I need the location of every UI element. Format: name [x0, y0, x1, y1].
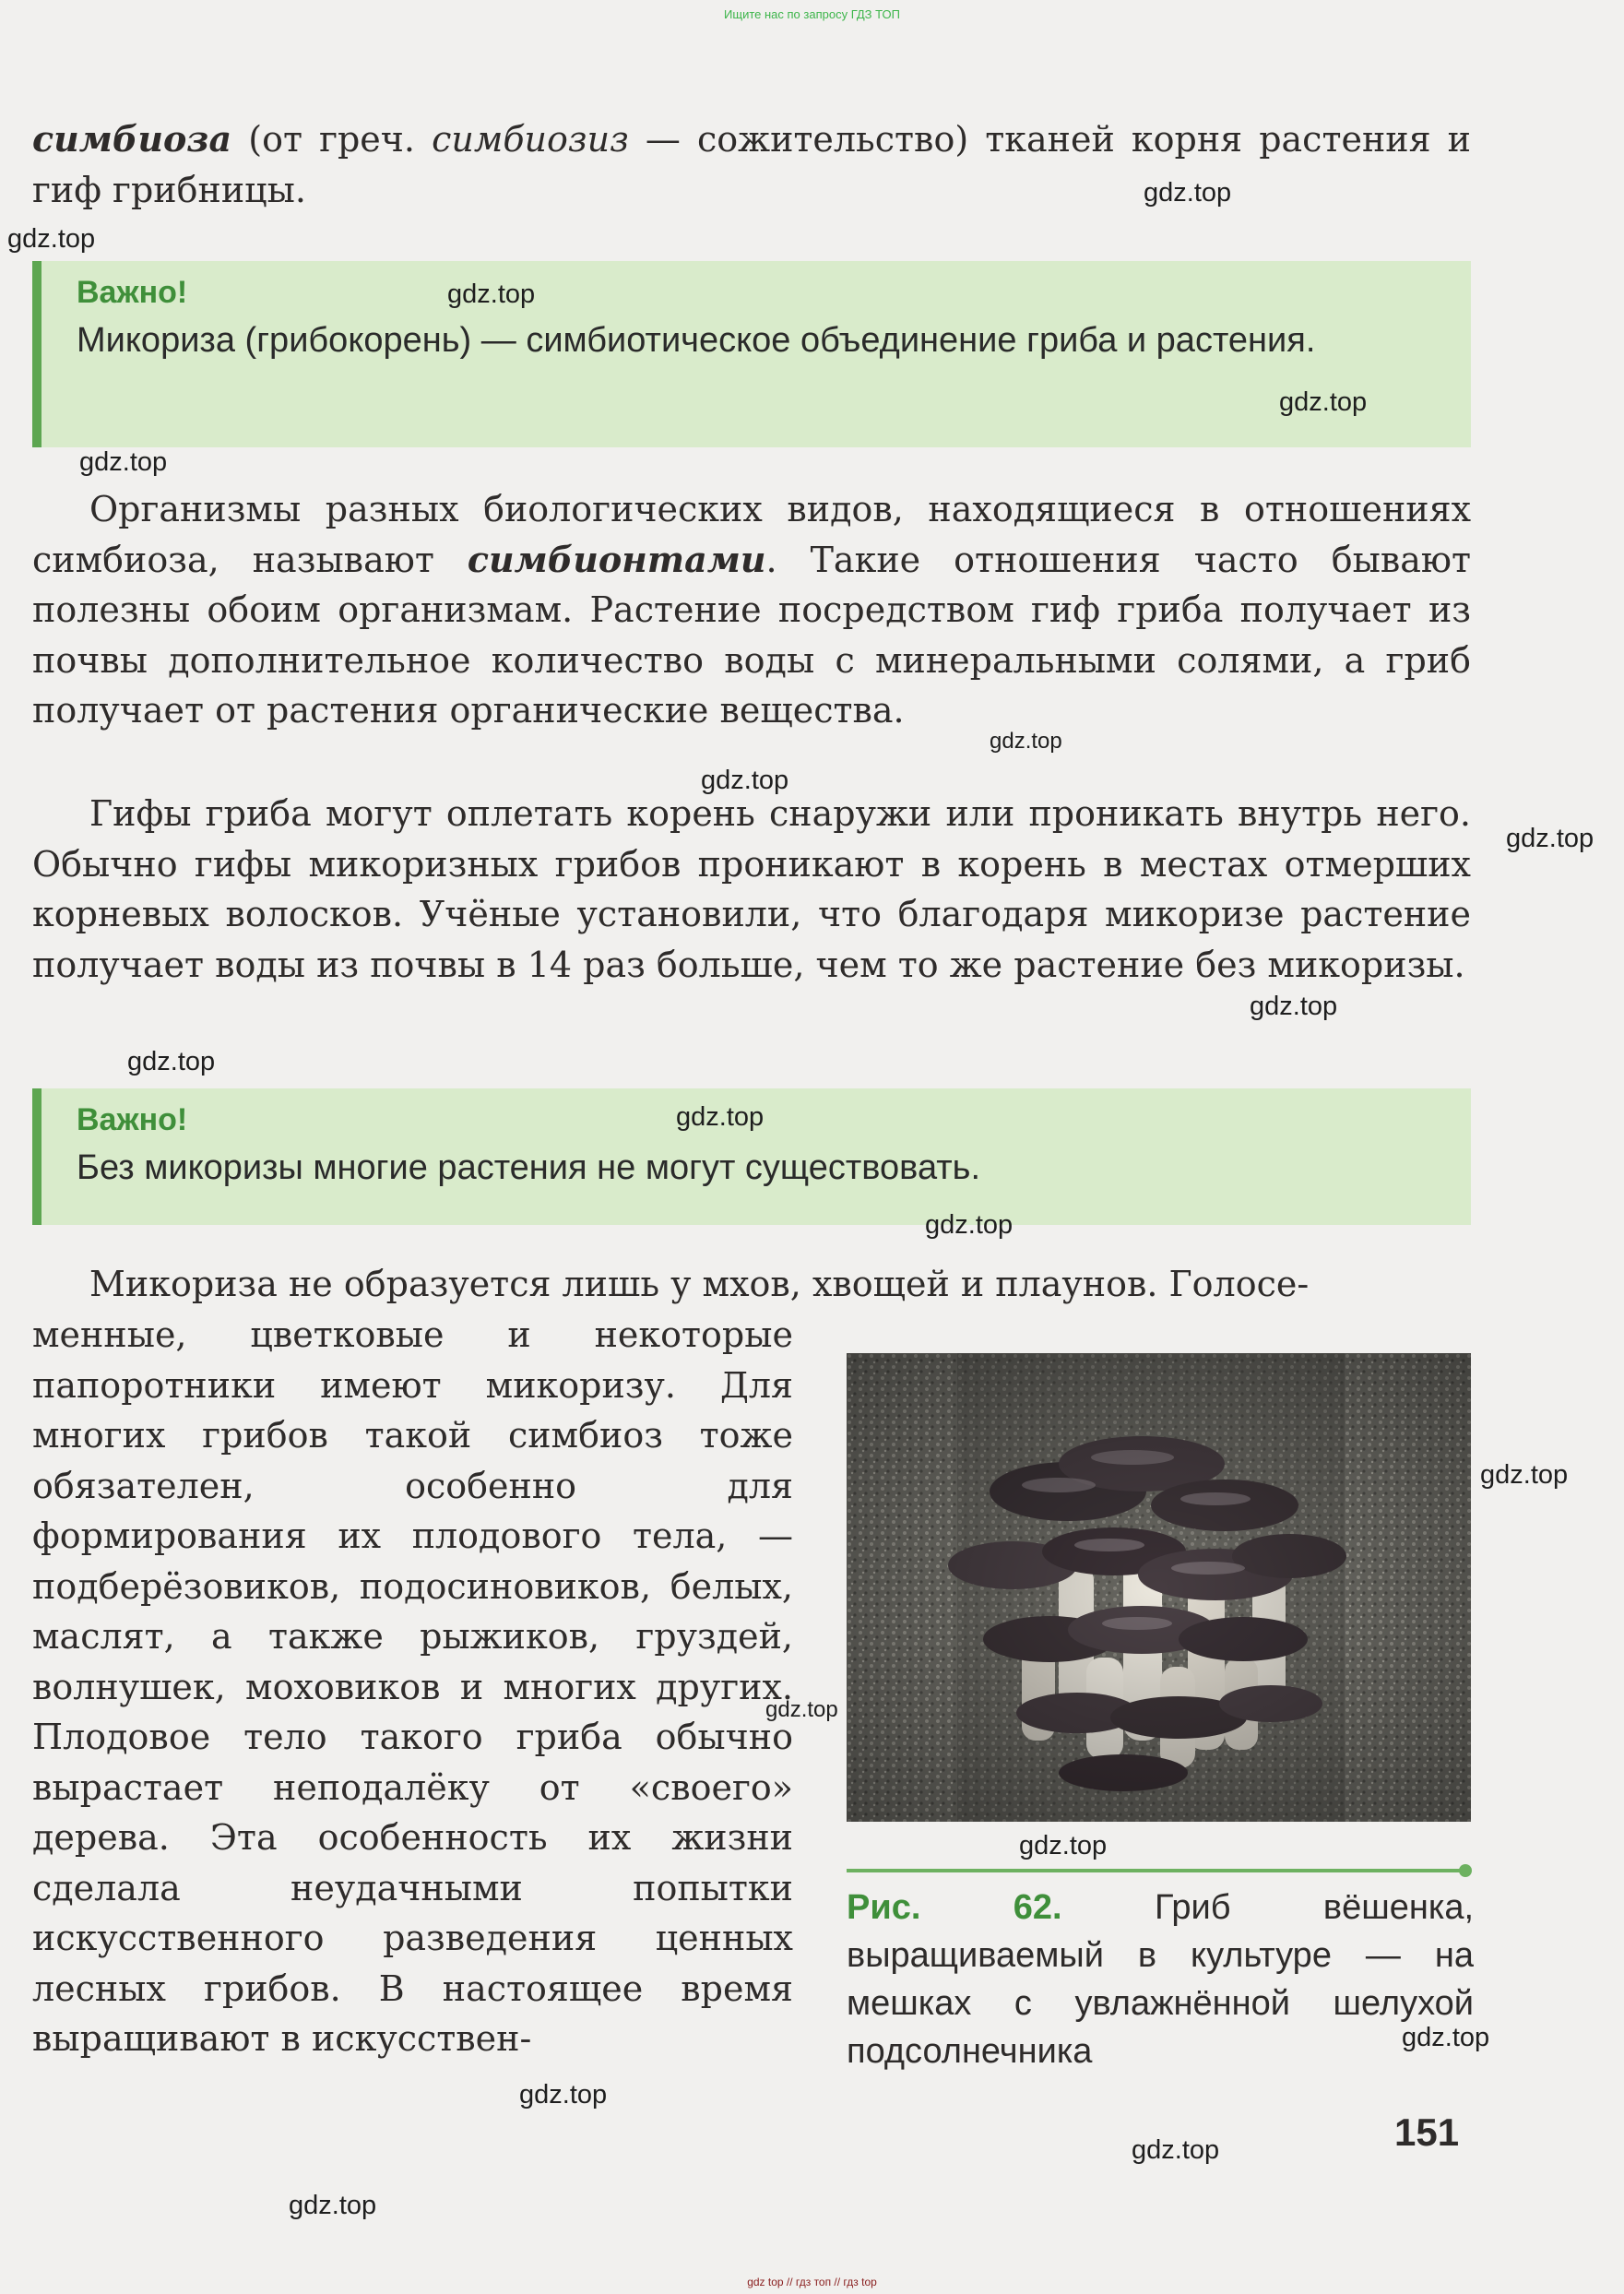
paragraph2-after: . Такие отношения часто бывают полезны обоим организмам. Растение посредством гиф гриба получает из почвы дополнительное количество воды с минеральными солями, а гриб получает от растения органические вещества. [32, 539, 1471, 731]
figure-caption [847, 1884, 1474, 2075]
figure-divider [847, 1869, 1466, 1872]
watermark: gdz.top [1279, 387, 1368, 417]
paragraph2-before: Организмы разных биологических видов, находящиеся в отношениях симбиоза, называют [32, 489, 1471, 580]
page-number: 151 [1394, 2110, 1460, 2154]
paragraph-symbionts [32, 484, 1471, 736]
watermark: gdz.top [127, 1047, 216, 1076]
important-title: Важно! [77, 1102, 188, 1137]
watermark: gdz.top [1506, 824, 1594, 853]
bottom-note: gdz top // гдз топ // гдз top [747, 2276, 877, 2288]
figure-caption-text: Гриб вёшенка, выращиваемый в культуре — на мешках с увлажнённой шелухой подсолнечника [847, 1888, 1475, 2071]
watermark: gdz.top [1144, 178, 1232, 208]
term-greek: симбиозиз [432, 119, 629, 160]
paragraph1-part2: — сожительство) тканей корня растения и гиф грибницы. [32, 119, 1472, 210]
watermark: gdz.top [676, 1102, 765, 1132]
watermark: gdz.top [1019, 1831, 1108, 1860]
paragraph-hyphae: Гифы гриба могут оплетать корень снаружи или проникать внутрь него. Обычно гифы микоризных грибов проникают в корень в местах отмерших корневых волосков. Учёные установили, что благодаря микоризе растение получает воды из почвы в 14 раз больше, чем то же растение без микоризы. [32, 793, 1471, 985]
figure-number: Рис. 62. [847, 1888, 1062, 1927]
watermark: gdz.top [1250, 992, 1338, 1021]
watermark: gdz.top [1480, 1460, 1569, 1490]
watermark: gdz.top [289, 2191, 377, 2220]
paragraph-symbiosis [32, 114, 1471, 215]
term-symbionts: симбионтами [467, 538, 766, 580]
paragraph1-part1: (от греч. [231, 119, 433, 160]
watermark: gdz.top [1402, 2023, 1490, 2052]
watermark: gdz.top [7, 224, 96, 254]
watermark: gdz.top [79, 447, 168, 477]
important-box-mycorrhiza [32, 261, 1471, 447]
paragraph-mycorrhiza-groups-rest: менные, цветковые и некоторые папоротники имеют микоризу. Для многих грибов такой симбиоз тоже обязателен, особенно для формирования их плодового тела, — подберёзовиков, подосиновиков, белых, маслят, а также рыжиков, груздей, волнушек, моховиков и многих других. Плодовое тело такого гриба обычно вырастает неподалёку от «своего» дерева. Эта особенность их жизни сделала неудачными попытки искусственного разведения ценных лесных грибов. В настоящее время выращивают в искусствен- [32, 1314, 793, 2059]
watermark: gdz.top [519, 2080, 608, 2110]
watermark: gdz.top [1132, 2135, 1220, 2165]
watermark: gdz.top [701, 766, 789, 795]
important-text: Без микоризы многие растения не могут существовать. [77, 1148, 981, 1187]
top-note: Ищите нас по запросу ГДЗ ТОП [724, 7, 900, 21]
figure-divider-dot [1459, 1864, 1472, 1877]
term-symbiosis: симбиоза [32, 118, 232, 160]
mushroom-illustration [847, 1353, 1471, 1822]
watermark: gdz.top [765, 1697, 838, 1722]
watermark: gdz.top [990, 729, 1062, 754]
important-title: Важно! [77, 275, 188, 310]
watermark: gdz.top [447, 279, 536, 309]
oyster-mushroom-photo [847, 1353, 1471, 1822]
watermark: gdz.top [925, 1210, 1014, 1240]
paragraph-mycorrhiza-groups-line1: Микориза не образуется лишь у мхов, хвощей и плаунов. Голосе- [89, 1264, 1310, 1304]
important-text: Микориза (грибокорень) — симбиотическое объединение гриба и растения. [77, 321, 1316, 360]
